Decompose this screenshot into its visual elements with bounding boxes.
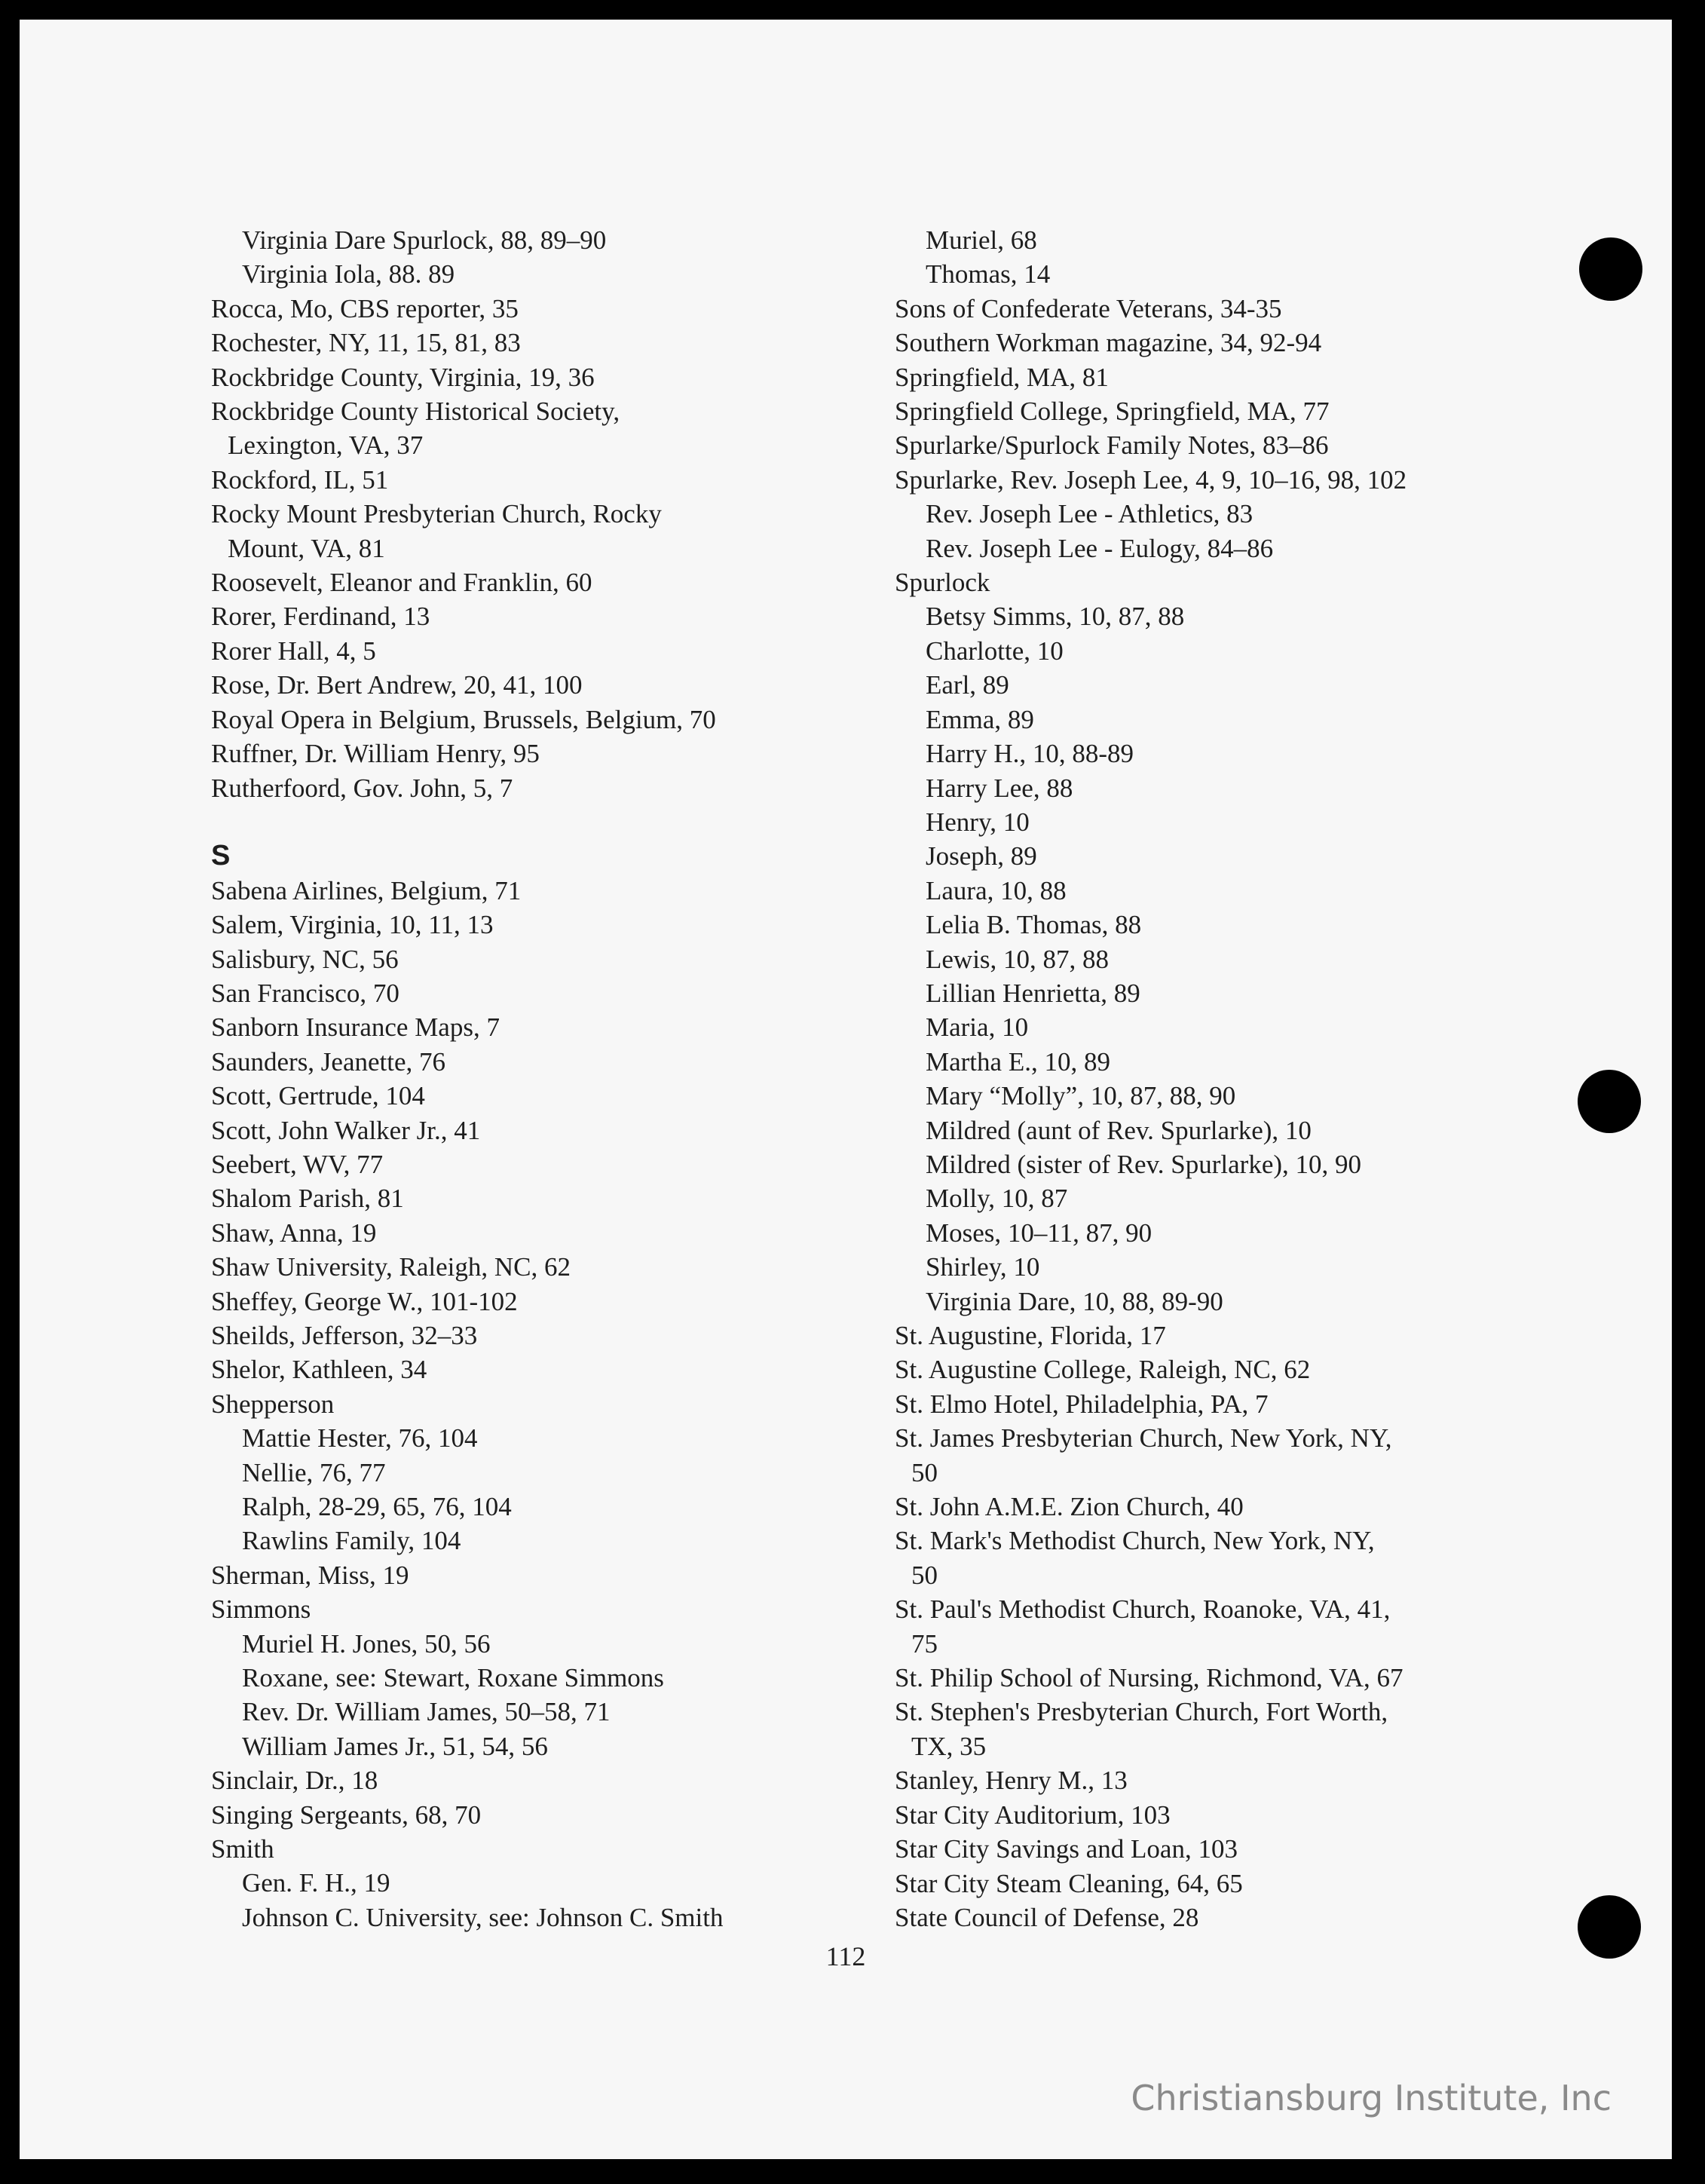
punch-hole-top bbox=[1579, 237, 1642, 301]
index-entry: Rockbridge County, Virginia, 19, 36 bbox=[211, 362, 595, 392]
index-entry: St. Philip School of Nursing, Richmond, VA, 67 bbox=[895, 1663, 1403, 1693]
index-entry: Sons of Confederate Veterans, 34-35 bbox=[895, 293, 1282, 323]
index-subentry: Earl, 89 bbox=[926, 670, 1009, 700]
index-entry: Spurlarke, Rev. Joseph Lee, 4, 9, 10–16, 98, 102 bbox=[895, 464, 1407, 495]
index-subentry: Moses, 10–11, 87, 90 bbox=[926, 1218, 1152, 1248]
index-entry: Spurlock bbox=[895, 568, 990, 598]
index-entry: Rorer Hall, 4, 5 bbox=[211, 636, 376, 666]
index-subentry: Betsy Simms, 10, 87, 88 bbox=[926, 602, 1185, 632]
index-subentry: Mattie Hester, 76, 104 bbox=[242, 1423, 478, 1453]
index-entry: St. Stephen's Presbyterian Church, Fort Worth, bbox=[895, 1697, 1388, 1727]
index-entry: Sheffey, George W., 101-102 bbox=[211, 1286, 518, 1316]
index-entry: Sherman, Miss, 19 bbox=[211, 1560, 409, 1590]
index-entry: Rochester, NY, 11, 15, 81, 83 bbox=[211, 328, 521, 358]
index-entry: Shaw University, Raleigh, NC, 62 bbox=[211, 1252, 571, 1282]
index-entry-continuation: TX, 35 bbox=[911, 1731, 987, 1761]
index-entry: St. Mark's Methodist Church, New York, NY, bbox=[895, 1526, 1375, 1556]
index-subentry: Lewis, 10, 87, 88 bbox=[926, 944, 1110, 974]
index-subentry: Ralph, 28-29, 65, 76, 104 bbox=[242, 1492, 512, 1522]
index-entry-continuation: Lexington, VA, 37 bbox=[228, 430, 424, 461]
index-entry: St. Elmo Hotel, Philadelphia, PA, 7 bbox=[895, 1389, 1269, 1419]
index-entry: Sanborn Insurance Maps, 7 bbox=[211, 1012, 500, 1043]
punch-hole-middle bbox=[1578, 1070, 1641, 1133]
index-entry: Shepperson bbox=[211, 1389, 335, 1419]
index-entry-continuation: 75 bbox=[911, 1628, 938, 1659]
index-entry: Roosevelt, Eleanor and Franklin, 60 bbox=[211, 568, 592, 598]
index-subentry: Emma, 89 bbox=[926, 704, 1034, 734]
index-entry: Rockbridge County Historical Society, bbox=[211, 397, 620, 427]
index-subentry: Lelia B. Thomas, 88 bbox=[926, 910, 1142, 940]
index-entry: Star City Auditorium, 103 bbox=[895, 1800, 1171, 1830]
index-entry: Salisbury, NC, 56 bbox=[211, 944, 399, 974]
index-subentry: Maria, 10 bbox=[926, 1012, 1029, 1043]
index-subentry: Lillian Henrietta, 89 bbox=[926, 978, 1140, 1008]
watermark: Christiansburg Institute, Inc bbox=[1131, 2078, 1612, 2118]
index-subentry: Virginia Dare Spurlock, 88, 89–90 bbox=[242, 225, 607, 255]
index-subentry: Thomas, 14 bbox=[926, 259, 1051, 289]
index-entry-continuation: Mount, VA, 81 bbox=[228, 533, 385, 563]
index-subentry: Joseph, 89 bbox=[926, 841, 1037, 871]
index-entry: Smith bbox=[211, 1834, 274, 1864]
section-spacer bbox=[211, 805, 844, 839]
index-entry: Spurlarke/Spurlock Family Notes, 83–86 bbox=[895, 430, 1329, 461]
index-subentry: Nellie, 76, 77 bbox=[242, 1457, 386, 1487]
index-entry: Springfield, MA, 81 bbox=[895, 362, 1109, 392]
index-entry: Rutherfoord, Gov. John, 5, 7 bbox=[211, 773, 513, 803]
index-entry: Royal Opera in Belgium, Brussels, Belgium, 70 bbox=[211, 704, 716, 734]
index-entry: Salem, Virginia, 10, 11, 13 bbox=[211, 910, 494, 940]
index-subentry: William James Jr., 51, 54, 56 bbox=[242, 1731, 548, 1761]
index-entry: St. Augustine College, Raleigh, NC, 62 bbox=[895, 1355, 1311, 1385]
index-subentry: Muriel H. Jones, 50, 56 bbox=[242, 1628, 491, 1659]
index-subentry: Gen. F. H., 19 bbox=[242, 1868, 390, 1898]
index-entry: St. Paul's Methodist Church, Roanoke, VA, 41, bbox=[895, 1594, 1391, 1625]
index-entry: Shalom Parish, 81 bbox=[211, 1184, 404, 1214]
index-entry: Scott, Gertrude, 104 bbox=[211, 1081, 425, 1111]
index-entry-continuation: 50 bbox=[911, 1560, 938, 1590]
index-entry: Ruffner, Dr. William Henry, 95 bbox=[211, 739, 540, 769]
index-subentry: Shirley, 10 bbox=[926, 1252, 1040, 1282]
index-subentry: Molly, 10, 87 bbox=[926, 1184, 1068, 1214]
index-entry: Simmons bbox=[211, 1594, 311, 1625]
index-subentry: Virginia Iola, 88. 89 bbox=[242, 259, 455, 289]
index-entry: Star City Steam Cleaning, 64, 65 bbox=[895, 1868, 1243, 1898]
index-entry-continuation: 50 bbox=[911, 1457, 938, 1487]
index-subentry: Rev. Joseph Lee - Eulogy, 84–86 bbox=[926, 533, 1274, 563]
index-entry: Springfield College, Springfield, MA, 77 bbox=[895, 397, 1330, 427]
index-column-left bbox=[211, 223, 844, 1934]
index-entry: Stanley, Henry M., 13 bbox=[895, 1766, 1128, 1796]
index-column-right bbox=[895, 223, 1528, 1934]
index-subentry: Mildred (aunt of Rev. Spurlarke), 10 bbox=[926, 1115, 1312, 1145]
index-entry: St. James Presbyterian Church, New York, NY, bbox=[895, 1423, 1392, 1453]
index-subentry: Johnson C. University, see: Johnson C. Smith bbox=[242, 1902, 724, 1932]
index-subentry: Muriel, 68 bbox=[926, 225, 1037, 255]
index-entry: St. John A.M.E. Zion Church, 40 bbox=[895, 1492, 1244, 1522]
document-page bbox=[20, 20, 1672, 2159]
index-subentry: Mildred (sister of Rev. Spurlarke), 10, 90 bbox=[926, 1149, 1362, 1179]
index-subentry: Rev. Joseph Lee - Athletics, 83 bbox=[926, 499, 1253, 529]
index-entry: State Council of Defense, 28 bbox=[895, 1902, 1199, 1932]
index-entry: Rocky Mount Presbyterian Church, Rocky bbox=[211, 499, 662, 529]
index-entry: Sheilds, Jefferson, 32–33 bbox=[211, 1320, 478, 1350]
index-entry: Rockford, IL, 51 bbox=[211, 464, 389, 495]
index-entry: Sabena Airlines, Belgium, 71 bbox=[211, 875, 522, 905]
index-entry: Saunders, Jeanette, 76 bbox=[211, 1046, 446, 1077]
index-subentry: Laura, 10, 88 bbox=[926, 875, 1067, 905]
index-entry: Rocca, Mo, CBS reporter, 35 bbox=[211, 293, 519, 323]
index-entry: Shaw, Anna, 19 bbox=[211, 1218, 377, 1248]
index-entry: Seebert, WV, 77 bbox=[211, 1149, 384, 1179]
index-subentry: Harry Lee, 88 bbox=[926, 773, 1073, 803]
index-subentry: Harry H., 10, 88-89 bbox=[926, 739, 1134, 769]
index-entry: Rose, Dr. Bert Andrew, 20, 41, 100 bbox=[211, 670, 583, 700]
index-entry: Singing Sergeants, 68, 70 bbox=[211, 1800, 482, 1830]
index-entry: Sinclair, Dr., 18 bbox=[211, 1766, 378, 1796]
index-subentry: Mary “Molly”, 10, 87, 88, 90 bbox=[926, 1081, 1236, 1111]
index-subentry: Henry, 10 bbox=[926, 807, 1030, 837]
index-subentry: Martha E., 10, 89 bbox=[926, 1046, 1110, 1077]
index-entry: San Francisco, 70 bbox=[211, 978, 399, 1008]
index-entry: Shelor, Kathleen, 34 bbox=[211, 1355, 427, 1385]
section-letter-heading: S bbox=[211, 840, 231, 872]
index-entry: St. Augustine, Florida, 17 bbox=[895, 1321, 1166, 1350]
index-entry: Rorer, Ferdinand, 13 bbox=[211, 602, 430, 632]
index-subentry: Rev. Dr. William James, 50–58, 71 bbox=[242, 1697, 611, 1727]
index-subentry: Rawlins Family, 104 bbox=[242, 1526, 461, 1556]
index-subentry: Roxane, see: Stewart, Roxane Simmons bbox=[242, 1663, 664, 1693]
index-subentry: Charlotte, 10 bbox=[926, 636, 1064, 666]
index-entry: Star City Savings and Loan, 103 bbox=[895, 1834, 1238, 1864]
index-entry: Southern Workman magazine, 34, 92-94 bbox=[895, 328, 1322, 358]
index-entry: Scott, John Walker Jr., 41 bbox=[211, 1115, 481, 1145]
index-subentry: Virginia Dare, 10, 88, 89-90 bbox=[926, 1286, 1223, 1316]
page-number: 112 bbox=[825, 1941, 866, 1971]
